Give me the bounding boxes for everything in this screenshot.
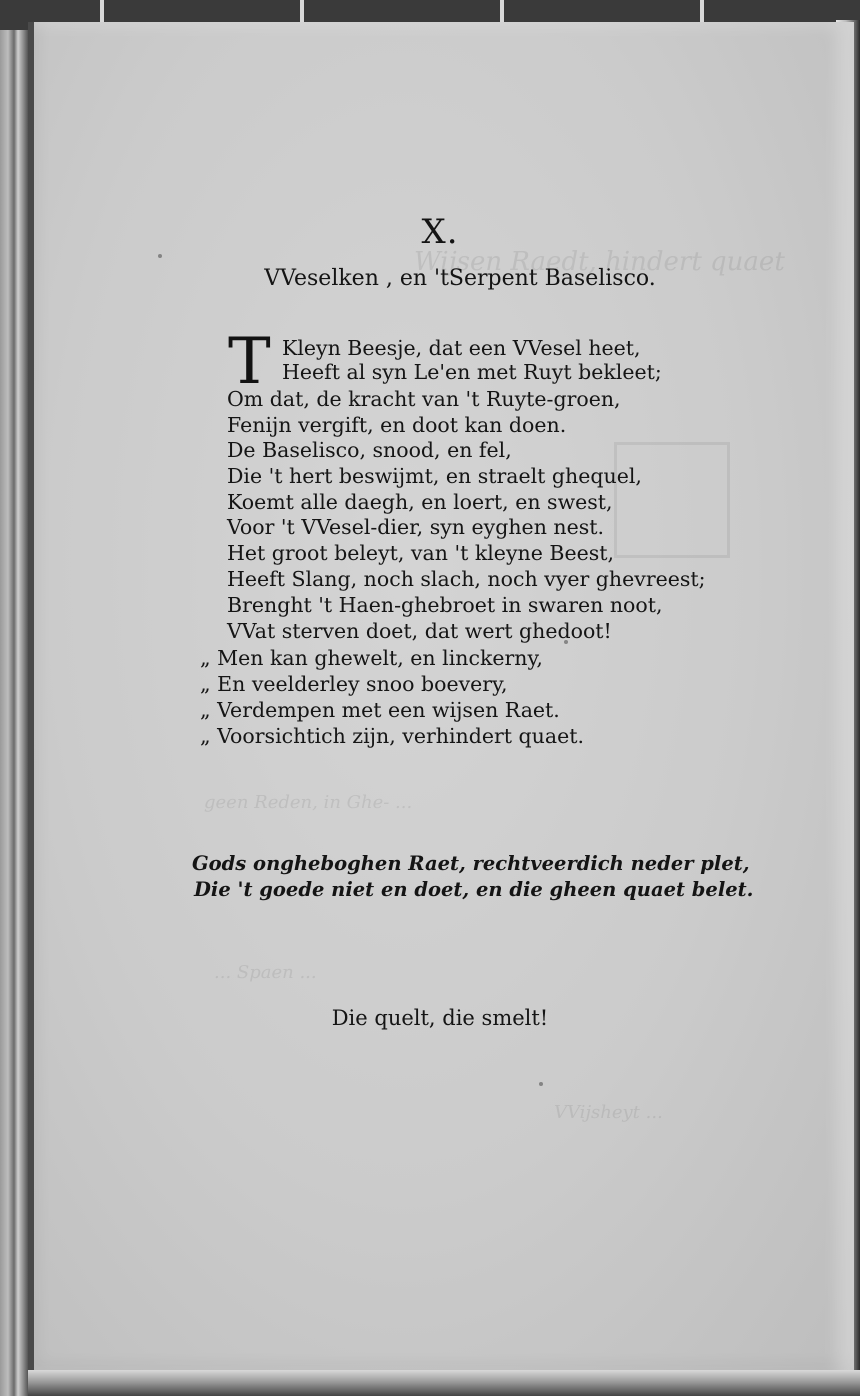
show-through-text: Wijsen Raedt, hindert quaet <box>414 247 785 277</box>
poem-line: „ Verdempen met een wijsen Raet. <box>200 698 560 722</box>
poem-line: De Baselisco, snood, en fel, <box>227 438 512 462</box>
poem-line: Fenijn vergift, en doot kan doen. <box>227 413 567 437</box>
poem-line: Heeft Slang, noch slach, noch vyer ghevreest; <box>227 567 706 591</box>
poem-line: Het groot beleyt, van 't kleyne Beest, <box>227 541 614 565</box>
show-through-text: geen Reden, in Ghe- ... <box>204 792 413 813</box>
motto-line: Die 't goede niet en doet, en die gheen quaet belet. <box>194 878 754 901</box>
closing-motto: Die quelt, die smelt! <box>331 1006 549 1030</box>
poem-line: „ Men kan ghewelt, en linckerny, <box>200 646 543 670</box>
poem-line: Om dat, de kracht van 't Ruyte-groen, <box>227 387 621 411</box>
poem-line: Die 't hert beswijmt, en straelt ghequel, <box>227 464 642 488</box>
drop-cap: T <box>228 325 271 399</box>
poem-line: Koemt alle daegh, en loert, en swest, <box>227 490 613 514</box>
chapter-numeral: X. <box>421 212 459 252</box>
poem-line: Brenght 't Haen-ghebroet in swaren noot, <box>227 593 663 617</box>
poem-line: Heeft al syn Le'en met Ruyt bekleet; <box>282 360 662 384</box>
poem-line: Voor 't VVesel-dier, syn eyghen nest. <box>227 515 605 539</box>
poem-line: VVat sterven doet, dat wert ghedoot! <box>227 619 612 643</box>
poem-title: VVeselken , en 'tSerpent Baselisco. <box>264 266 656 291</box>
poem-line: „ Voorsichtich zijn, verhindert quaet. <box>200 724 584 748</box>
page-bottom-edge <box>28 1370 860 1396</box>
show-through-ornament <box>614 442 730 558</box>
show-through-text: VVijsheyt ... <box>554 1102 663 1123</box>
motto-line: Gods ongheboghen Raet, rechtveerdich neder plet, <box>192 852 750 875</box>
show-through-text: ... Spaen ... <box>214 962 317 983</box>
poem-line: Kleyn Beesje, dat een VVesel heet, <box>282 336 641 360</box>
poem-line: „ En veelderley snoo boevery, <box>200 672 508 696</box>
